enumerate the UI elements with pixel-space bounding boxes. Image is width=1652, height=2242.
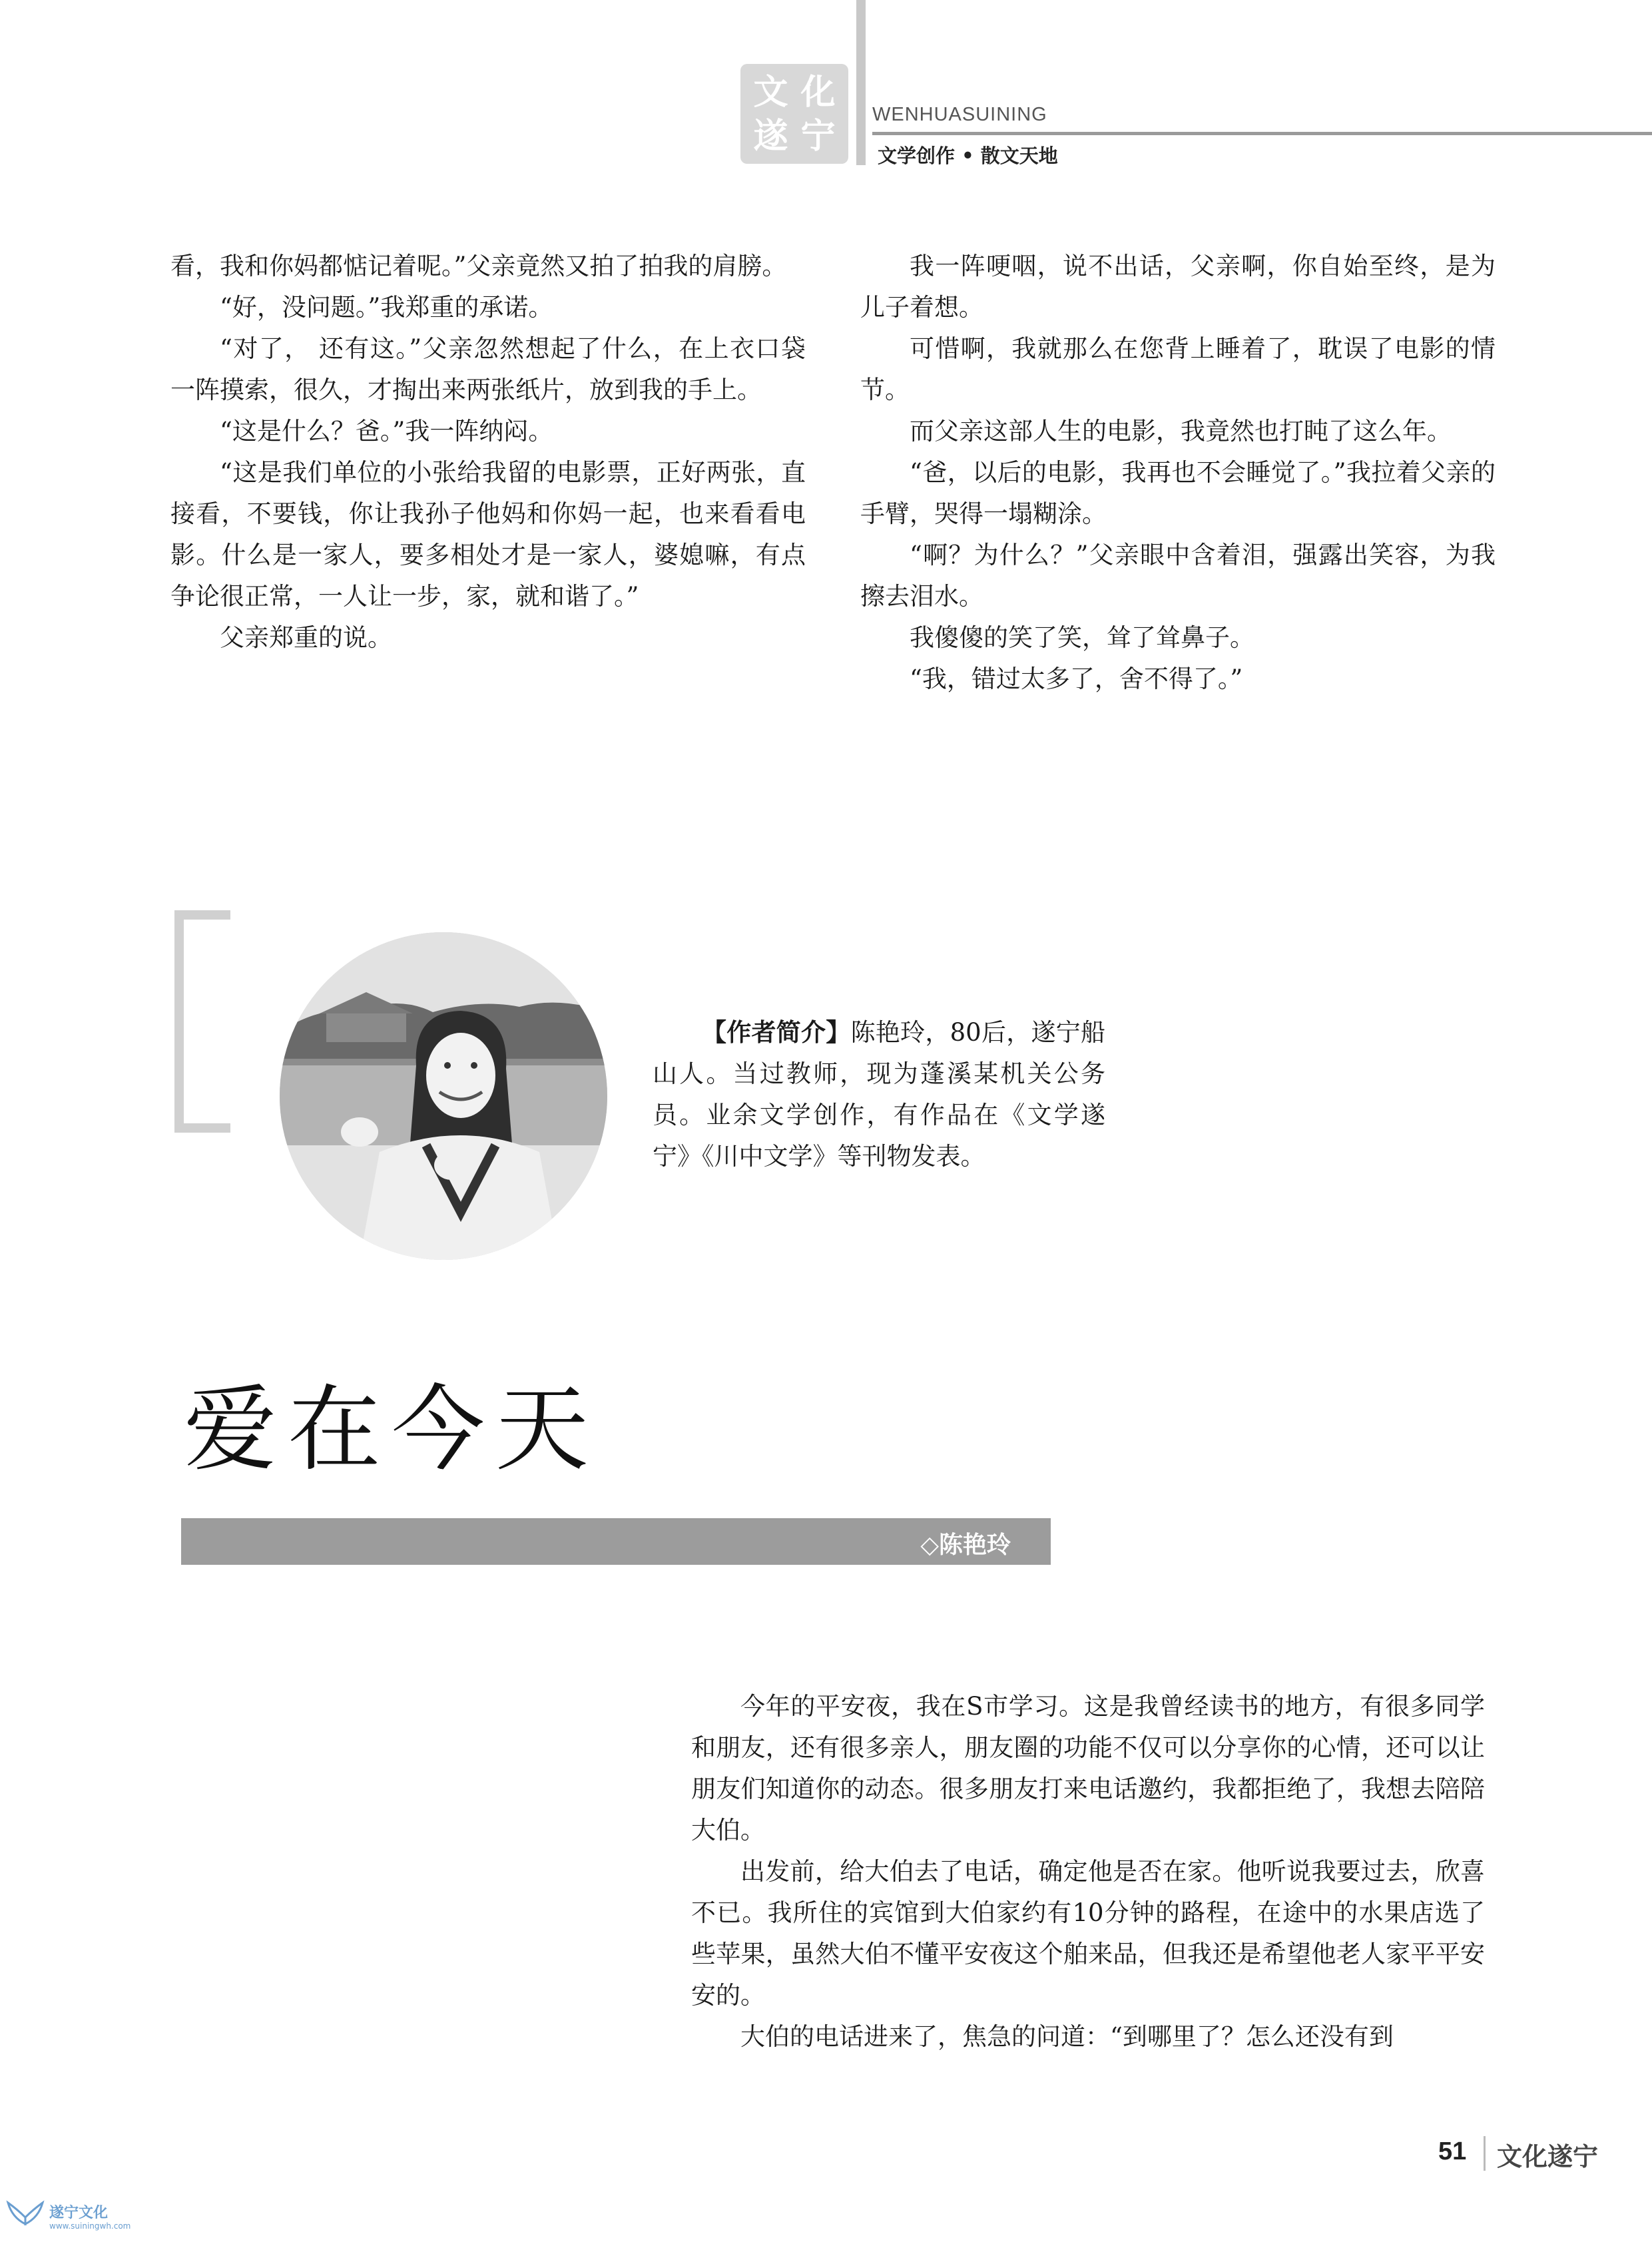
paragraph: 我傻傻的笑了笑，耸了耸鼻子。 — [910, 623, 1254, 652]
author-bio-text: 陈艳玲，80后，遂宁船山人。当过教师，现为蓬溪某机关公务员。业余文学创作，有作品在《文学遂宁》《川中文学》等刊物发表。 — [653, 1018, 1105, 1171]
wings-logo-icon — [5, 2197, 45, 2237]
paragraph: “我，错过太多了，舍不得了。” — [910, 665, 1243, 693]
paragraph: “好，没问题。”我郑重的承诺。 — [220, 293, 553, 322]
paragraph: “爸，以后的电影，我再也不会睡觉了。”我拉着父亲的手臂，哭得一塌糊涂。 — [860, 458, 1496, 528]
watermark — [5, 2197, 145, 2239]
watermark-url: www.suiningwh.com — [49, 2221, 131, 2231]
logo-char: 化 — [800, 72, 836, 113]
footer-divider — [1484, 2136, 1486, 2171]
article-title: 爱在今天 — [184, 1376, 600, 1484]
paragraph: 可惜啊，我就那么在您背上睡着了，耽误了电影的情节。 — [860, 334, 1496, 404]
paragraph: 今年的平安夜，我在S市学习。这是我曾经读书的地方，有很多同学和朋友，还有很多亲人，朋友圈的功能不仅可以分享你的心情，还可以让朋友们知道你的动态。很多朋友打来电话邀约，我都拒绝了，我想去陪陪大伯。 — [691, 1692, 1485, 1844]
logo-char: 文 — [753, 72, 788, 113]
paragraph: “这是什么？爸。”我一阵纳闷。 — [220, 417, 553, 445]
paragraph: 父亲郑重的说。 — [220, 623, 392, 652]
paragraph: “啊？为什么？”父亲眼中含着泪，强露出笑容，为我擦去泪水。 — [860, 541, 1496, 611]
paragraph: “这是我们单位的小张给我留的电影票，正好两张，直接看，不要钱，你让我孙子他妈和你妈一起，也来看看电影。什么是一家人，要多相处才是一家人，婆媳嘛，有点争论很正常，一人让一步，家，就和谐了。” — [170, 458, 806, 611]
paragraph: 而父亲这部人生的电影，我竟然也打盹了这么年。 — [910, 417, 1452, 445]
author-bio — [653, 1012, 1105, 1177]
section-label: 文学创作 • 散文天地 — [878, 144, 1058, 167]
watermark-text: 遂宁文化 — [49, 2205, 109, 2221]
decorative-bracket — [174, 910, 230, 1133]
author-bio-label: 【作者简介】 — [702, 1018, 851, 1047]
paragraph: 我一阵哽咽，说不出话，父亲啊，你自始至终，是为儿子着想。 — [860, 252, 1496, 322]
text-column-right — [860, 246, 1496, 700]
byline-bar — [181, 1518, 1051, 1565]
article-author: ◇陈艳玲 — [920, 1531, 1011, 1559]
magazine-logo — [740, 64, 848, 164]
header-rule — [872, 132, 1652, 135]
paragraph: 看，我和你妈都惦记着呢。”父亲竟然又拍了拍我的肩膀。 — [170, 252, 787, 280]
logo-char: 遂 — [753, 116, 788, 156]
page-number: 51 — [1438, 2137, 1467, 2165]
article-body — [691, 1686, 1485, 2058]
footer-magazine-name: 文化遂宁 — [1497, 2141, 1599, 2171]
logo-char: 宁 — [800, 116, 836, 156]
author-photo — [280, 932, 607, 1260]
header-divider — [856, 0, 866, 165]
paragraph: 出发前，给大伯去了电话，确定他是否在家。他听说我要过去，欣喜不已。我所住的宾馆到大伯家约有10分钟的路程，在途中的水果店选了些苹果，虽然大伯不懂平安夜这个舶来品，但我还是希望他老人家平平安安的。 — [691, 1857, 1485, 2010]
magazine-name-en: WENHUASUINING — [872, 104, 1047, 125]
paragraph: “对了， 还有这。”父亲忽然想起了什么，在上衣口袋一阵摸索，很久，才掏出来两张纸片，放到我的手上。 — [170, 334, 806, 404]
paragraph: 大伯的电话进来了，焦急的问道：“到哪里了？怎么还没有到 — [740, 2022, 1394, 2051]
text-column-left — [170, 246, 806, 659]
